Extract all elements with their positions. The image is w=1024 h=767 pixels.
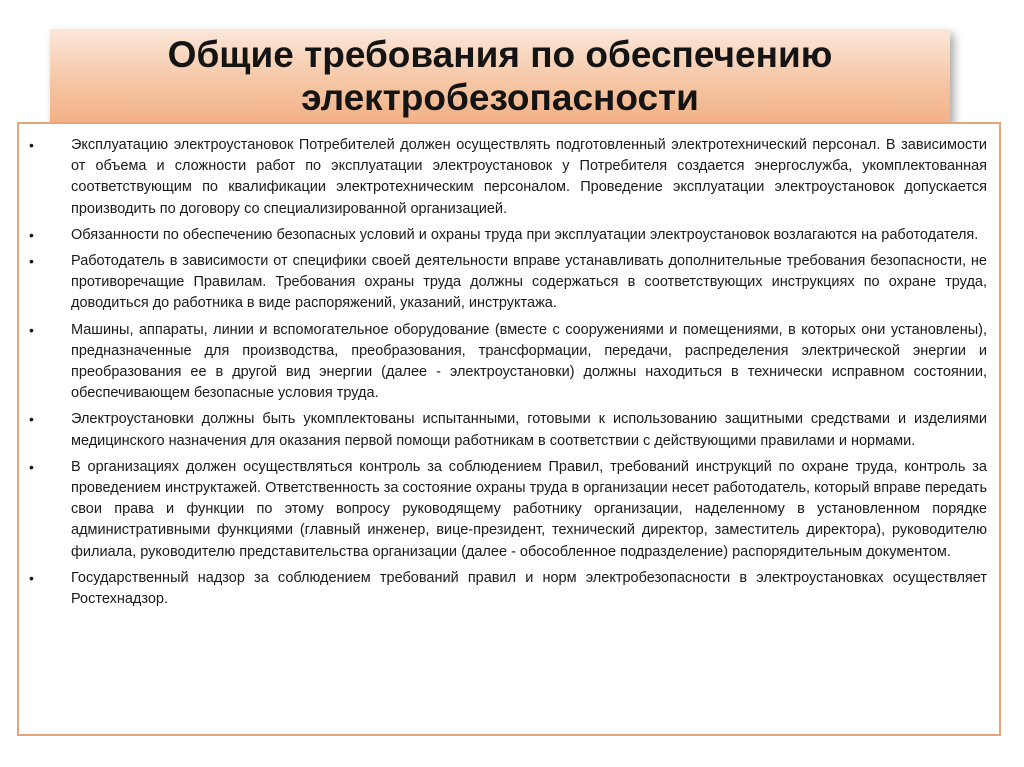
slide-title	[168, 33, 833, 119]
bullet-text: Государственный надзор за соблюдением требований правил и норм электробезопасности в электроустановках осуществляет Ростехнадзор.	[71, 569, 987, 608]
bullet-list	[19, 124, 999, 610]
title-banner	[50, 29, 950, 123]
bullet-icon: •	[29, 226, 34, 243]
bullet-item	[29, 320, 987, 405]
bullet-item	[29, 409, 987, 451]
bullet-icon: •	[29, 411, 34, 428]
bullet-icon: •	[29, 321, 34, 338]
bullet-item	[29, 568, 987, 610]
bullet-icon: •	[29, 253, 34, 270]
bullet-icon: •	[29, 458, 34, 475]
bullet-item	[29, 135, 987, 220]
bullet-icon: •	[29, 569, 34, 586]
bullet-text: Обязанности по обеспечению безопасных условий и охраны труда при эксплуатации электроустановок возлагаются на работодателя.	[71, 226, 979, 243]
bullet-item	[29, 457, 987, 563]
bullet-item	[29, 251, 987, 315]
bullet-text: Машины, аппараты, линии и вспомогательное оборудование (вместе с сооружениями и помещениями, в которых они установлены), предназначенные для производства, преобразования, трансформации, передачи, распределения электрической энергии и преобразования ее в другой вид энергии (далее - электроустановки) должны находиться в технически исправном состоянии, обеспечивающем безопасные условия труда.	[71, 321, 987, 402]
bullet-text: В организациях должен осуществляться контроль за соблюдением Правил, требований инструкций по охране труда, контроль за проведением инструктажей. Ответственность за состояние охраны труда в организации несет работодатель, который вправе передать свои права и функции по этому вопросу руководящему работнику организации, наделенному в установленном порядке административными функциями (главный инженер, вице-президент, технический директор, заместитель директора), руководителю филиала, руководителю представительства организации (далее - обособленное подразделение) распорядительным документом.	[71, 458, 987, 560]
bullet-icon: •	[29, 137, 34, 153]
slide-title-line-2: электробезопасности	[301, 77, 699, 118]
bullet-text: Электроустановки должны быть укомплектованы испытанными, готовыми к использованию защитными средствами и изделиями медицинского назначения для оказания первой помощи работникам в соответствии с действующими правилами и нормами.	[71, 411, 987, 449]
content-panel	[17, 122, 1001, 736]
slide-title-line-1: Общие требования по обеспечению	[167, 34, 833, 75]
bullet-text: Эксплуатацию электроустановок Потребителей должен осуществлять подготовленный электротехнический персонал. В зависимости от объема и сложности работ по эксплуатации электроустановок у Потребителя создается энергослужба, укомплектованная соответствующим по квалификации электротехническим персоналом. Проведение эксплуатации электроустановок допускается производить по договору со специализированной организацией.	[71, 137, 987, 217]
bullet-text: Работодатель в зависимости от специфики своей деятельности вправе устанавливать дополнительные требования безопасности, не противоречащие Правилам. Требования охраны труда должны содержаться в соответствующих инструкциях по охране труда, доводиться до работника в виде распоряжений, указаний, инструктажа.	[71, 253, 987, 312]
bullet-item	[29, 225, 987, 246]
